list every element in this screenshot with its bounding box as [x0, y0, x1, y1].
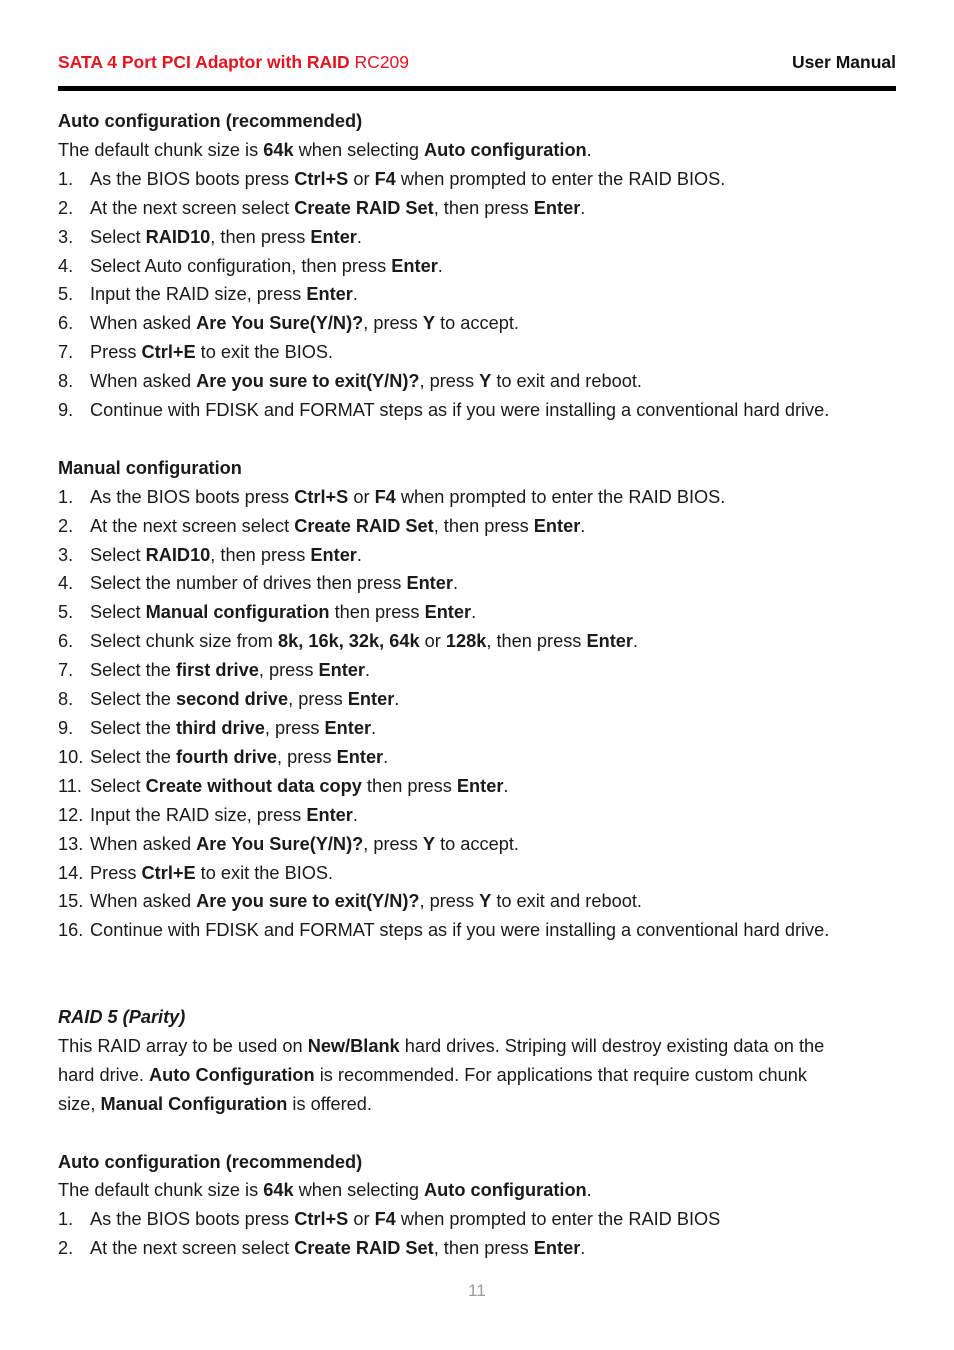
bold-text: Enter	[406, 573, 453, 594]
text-run: At the next screen select	[90, 1238, 295, 1259]
text-run: Select the	[90, 746, 176, 767]
step-number: 3.	[58, 544, 74, 565]
step-number: 16.	[58, 920, 84, 941]
text-run: At the next screen select	[90, 197, 295, 218]
text-run: hard drives. Striping will destroy existing data on the	[399, 1035, 825, 1056]
bold-text: 64k	[263, 1180, 294, 1201]
text-run: or	[348, 486, 375, 507]
text-run: .	[580, 1238, 586, 1259]
section-heading-manual-config: Manual configuration	[58, 457, 242, 478]
step-number: 11.	[58, 775, 82, 796]
text-run: .	[437, 255, 443, 276]
text-run: , press	[419, 891, 480, 912]
text-run: .	[586, 139, 592, 160]
text-run: When asked	[90, 891, 197, 912]
bold-text: Create RAID Set	[294, 515, 434, 536]
text-run: to exit the BIOS.	[195, 862, 334, 883]
list-item	[58, 859, 896, 888]
text-run: when prompted to enter the RAID BIOS.	[395, 168, 726, 189]
model-number: RC209	[354, 52, 410, 72]
bold-text: Enter	[586, 631, 633, 652]
text-run: Select	[90, 544, 146, 565]
step-number: 10.	[58, 746, 84, 767]
text-run: As the BIOS boots press	[90, 168, 295, 189]
bold-text: fourth drive	[175, 746, 277, 767]
list-item	[58, 165, 896, 194]
text-run: Press	[90, 862, 142, 883]
page-content	[58, 107, 896, 1263]
bold-text: Enter	[533, 197, 581, 218]
text-run: .	[471, 602, 477, 623]
text-run: , press	[419, 371, 480, 392]
bold-text: Are You Sure(Y/N)?	[196, 313, 364, 334]
bold-text: Create RAID Set	[294, 197, 434, 218]
text-run: Press	[90, 342, 142, 363]
step-number: 7.	[58, 660, 74, 681]
step-number: 6.	[58, 313, 74, 334]
bold-text: Ctrl+S	[294, 168, 349, 189]
section-heading-auto-config: Auto configuration (recommended)	[58, 111, 363, 131]
step-number: 3.	[58, 226, 74, 247]
text-run: Select the number of drives then press	[90, 573, 407, 594]
bold-text: Enter	[347, 689, 395, 710]
text-run: to accept.	[435, 313, 519, 334]
list-item	[58, 569, 896, 598]
text-run: or	[419, 631, 446, 652]
text-run: , press	[288, 689, 348, 710]
step-number: 2.	[58, 515, 74, 536]
bold-text: Y	[422, 313, 436, 334]
section-heading-raid5: RAID 5 (Parity)	[58, 1007, 186, 1028]
step-number: 1.	[58, 486, 74, 507]
text-run: .	[364, 660, 371, 681]
list-item	[58, 483, 896, 512]
bold-text: Manual Configuration	[100, 1093, 288, 1114]
list-item	[58, 1234, 896, 1263]
step-number: 14.	[58, 862, 84, 883]
bold-text: Are You Sure(Y/N)?	[196, 833, 364, 854]
text-run: when selecting	[293, 1180, 425, 1201]
step-number: 9.	[58, 400, 74, 421]
text-run: hard drive.	[58, 1064, 149, 1085]
text-run: .	[352, 804, 358, 825]
text-run: When asked	[90, 371, 197, 392]
spacer	[58, 425, 896, 454]
text-run: , press	[277, 746, 337, 767]
text-run: Continue with FDISK and FORMAT steps as if you were installing a conventional hard drive.	[90, 400, 830, 421]
text-run: .	[586, 1180, 592, 1201]
manual-label: User Manual	[791, 52, 896, 72]
step-number: 8.	[58, 371, 74, 392]
list-item	[58, 772, 896, 801]
bold-text: F4	[374, 168, 396, 189]
text-run: .	[356, 226, 362, 247]
text-run: , then press	[486, 631, 587, 652]
step-number: 2.	[58, 1238, 74, 1259]
list-item	[58, 627, 896, 656]
bold-text: Auto Configuration	[148, 1064, 315, 1085]
text-run: Select	[90, 226, 146, 247]
bold-text: Ctrl+E	[141, 862, 196, 883]
bold-text: Enter	[391, 255, 438, 276]
bold-text: 8k, 16k, 32k, 64k	[278, 631, 420, 652]
text-run: is offered.	[287, 1093, 372, 1114]
step-number: 2.	[58, 197, 74, 218]
bold-text: 64k	[263, 139, 294, 160]
text-run: .	[503, 775, 509, 796]
bold-text: first drive	[175, 660, 259, 681]
text-run: , then press	[433, 1238, 534, 1259]
spacer	[58, 945, 896, 1003]
text-run: The default chunk size is	[58, 1180, 264, 1201]
text-run: , press	[264, 718, 325, 739]
text-run: to accept.	[435, 833, 519, 854]
bold-text: F4	[374, 486, 396, 507]
bold-text: third drive	[175, 718, 265, 739]
auto-config-intro	[58, 136, 896, 165]
list-item	[58, 887, 896, 916]
text-run: At the next screen select	[90, 515, 295, 536]
bold-text: Create RAID Set	[294, 1238, 434, 1259]
bold-text: Enter	[424, 602, 472, 623]
text-run: Select chunk size from	[90, 631, 279, 652]
text-run: .	[352, 284, 358, 305]
text-run: Select	[90, 602, 146, 623]
text-run: or	[348, 168, 375, 189]
text-run: Select the	[90, 689, 176, 710]
auto-config-intro-raid5	[58, 1176, 896, 1205]
step-number: 13.	[58, 833, 84, 854]
text-run: Select the	[90, 718, 176, 739]
list-item	[58, 1205, 896, 1234]
step-number: 9.	[58, 718, 74, 739]
list-item	[58, 194, 896, 223]
step-number: 1.	[58, 168, 74, 189]
bold-text: Are you sure to exit(Y/N)?	[196, 371, 420, 392]
text-run: , press	[363, 833, 423, 854]
list-item	[58, 338, 896, 367]
bold-text: Y	[479, 371, 492, 392]
bold-text: Enter	[306, 284, 353, 305]
bold-text: Manual configuration	[145, 602, 330, 623]
list-item	[58, 830, 896, 859]
list-item	[58, 916, 896, 945]
step-number: 1.	[58, 1209, 74, 1230]
text-run: Continue with FDISK and FORMAT steps as if you were installing a conventional hard drive.	[90, 920, 830, 941]
bold-text: Auto configuration	[424, 1180, 587, 1201]
text-run: when selecting	[293, 139, 425, 160]
document-title	[58, 52, 409, 73]
text-run: to exit and reboot.	[491, 371, 642, 392]
list-item	[58, 309, 896, 338]
paragraph-line	[58, 1061, 896, 1090]
list-item	[58, 252, 896, 281]
spacer	[58, 1119, 896, 1148]
step-number: 6.	[58, 631, 74, 652]
bold-text: Ctrl+S	[294, 1209, 349, 1230]
step-number: 4.	[58, 255, 74, 276]
text-run: As the BIOS boots press	[90, 486, 295, 507]
list-item	[58, 367, 896, 396]
list-item	[58, 743, 896, 772]
text-run: The default chunk size is	[58, 139, 264, 160]
section-heading-auto-config-raid5: Auto configuration (recommended)	[58, 1151, 363, 1172]
raid5-description	[58, 1032, 896, 1119]
text-run: This RAID array to be used on	[58, 1035, 308, 1056]
bold-text: Y	[479, 891, 492, 912]
bold-text: Enter	[533, 515, 581, 536]
bold-text: Enter	[306, 804, 353, 825]
bold-text: Enter	[533, 1238, 581, 1259]
header-divider	[58, 86, 896, 91]
text-run: to exit and reboot.	[491, 891, 642, 912]
text-run: , then press	[433, 197, 534, 218]
list-item	[58, 685, 896, 714]
bold-text: 128k	[445, 631, 487, 652]
list-item	[58, 801, 896, 830]
page-header	[58, 52, 896, 76]
step-number: 12.	[58, 804, 84, 825]
text-run: to exit the BIOS.	[195, 342, 334, 363]
list-item	[58, 396, 896, 425]
product-name: SATA 4 Port PCI Adaptor with RAID	[58, 52, 350, 72]
bold-text: RAID10	[145, 544, 211, 565]
bold-text: Enter	[310, 544, 357, 565]
bold-text: Are you sure to exit(Y/N)?	[196, 891, 420, 912]
text-run: .	[632, 631, 639, 652]
text-run: When asked	[90, 833, 197, 854]
text-run: when prompted to enter the RAID BIOS.	[395, 486, 726, 507]
text-run: As the BIOS boots press	[90, 1209, 295, 1230]
step-number: 5.	[58, 284, 74, 305]
list-item	[58, 512, 896, 541]
text-run: size,	[58, 1093, 101, 1114]
bold-text: RAID10	[145, 226, 211, 247]
text-run: .	[580, 197, 586, 218]
text-run: .	[580, 515, 586, 536]
auto-config-steps	[58, 165, 896, 425]
text-run: Select	[90, 775, 146, 796]
list-item	[58, 598, 896, 627]
text-run: then press	[329, 602, 425, 623]
step-number: 7.	[58, 342, 74, 363]
text-run: Input the RAID size, press	[90, 804, 307, 825]
text-run: , then press	[210, 226, 311, 247]
text-run: Select the	[90, 660, 176, 681]
bold-text: Enter	[318, 660, 365, 681]
text-run: when prompted to enter the RAID BIOS	[395, 1209, 721, 1230]
bold-text: Enter	[456, 775, 504, 796]
text-run: .	[383, 746, 389, 767]
list-item	[58, 541, 896, 570]
bold-text: second drive	[175, 689, 289, 710]
bold-text: Enter	[324, 718, 372, 739]
text-run: Select Auto configuration, then press	[90, 255, 392, 276]
manual-config-steps	[58, 483, 896, 946]
paragraph-line	[58, 1032, 896, 1061]
list-item	[58, 656, 896, 685]
text-run: Input the RAID size, press	[90, 284, 307, 305]
text-run: .	[356, 544, 362, 565]
text-run: or	[348, 1209, 375, 1230]
text-run: .	[371, 718, 377, 739]
text-run: .	[452, 573, 458, 594]
list-item	[58, 280, 896, 309]
bold-text: Ctrl+E	[141, 342, 196, 363]
text-run: , press	[363, 313, 423, 334]
page-number: 11	[468, 1281, 486, 1300]
text-run: , press	[258, 660, 319, 681]
bold-text: Enter	[310, 226, 357, 247]
list-item	[58, 223, 896, 252]
step-number: 15.	[58, 891, 84, 912]
bold-text: Ctrl+S	[294, 486, 349, 507]
auto-config-steps-raid5	[58, 1205, 896, 1263]
text-run: , then press	[433, 515, 534, 536]
bold-text: Create without data copy	[145, 775, 362, 796]
step-number: 8.	[58, 689, 74, 710]
list-item	[58, 714, 896, 743]
text-run: , then press	[210, 544, 311, 565]
text-run: then press	[361, 775, 457, 796]
text-run: is recommended. For applications that require custom chunk	[314, 1064, 807, 1085]
step-number: 5.	[58, 602, 74, 623]
bold-text: New/Blank	[307, 1035, 400, 1056]
text-run: .	[394, 689, 400, 710]
bold-text: Auto configuration	[424, 139, 587, 160]
bold-text: Enter	[336, 746, 384, 767]
paragraph-line	[58, 1090, 896, 1119]
bold-text: F4	[374, 1209, 396, 1230]
step-number: 4.	[58, 573, 74, 594]
bold-text: Y	[422, 833, 436, 854]
text-run: When asked	[90, 313, 197, 334]
